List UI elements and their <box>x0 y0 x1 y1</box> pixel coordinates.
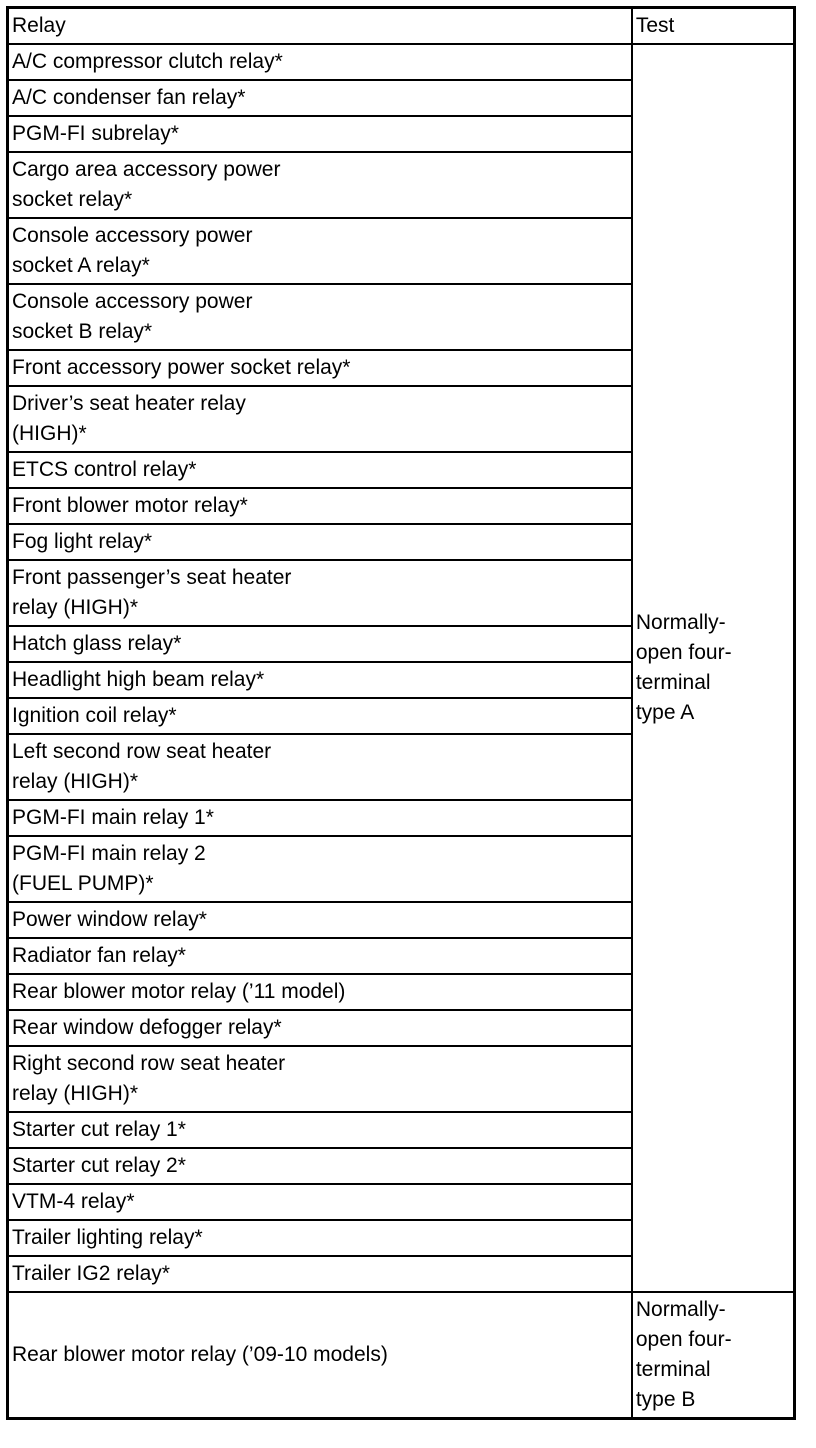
relay-cell: ETCS control relay* <box>8 452 632 488</box>
relay-cell: Fog light relay* <box>8 524 632 560</box>
relay-cell: A/C condenser fan relay* <box>8 80 632 116</box>
relay-cell: Radiator fan relay* <box>8 938 632 974</box>
relay-cell: Front blower motor relay* <box>8 488 632 524</box>
test-column-header: Test <box>632 8 795 45</box>
test-cell-type-a: Normally- open four- terminal type A <box>632 44 795 1292</box>
relay-cell: Front passenger’s seat heater relay (HIGH)* <box>8 560 632 626</box>
relay-cell: Starter cut relay 1* <box>8 1112 632 1148</box>
relay-cell: VTM-4 relay* <box>8 1184 632 1220</box>
relay-cell: Console accessory power socket B relay* <box>8 284 632 350</box>
relay-cell: Rear blower motor relay (’11 model) <box>8 974 632 1010</box>
relay-cell: PGM-FI main relay 2 (FUEL PUMP)* <box>8 836 632 902</box>
relay-cell: PGM-FI main relay 1* <box>8 800 632 836</box>
relay-cell: Starter cut relay 2* <box>8 1148 632 1184</box>
relay-cell: PGM-FI subrelay* <box>8 116 632 152</box>
table-row <box>8 44 795 80</box>
relay-cell: Front accessory power socket relay* <box>8 350 632 386</box>
relay-cell: Rear window defogger relay* <box>8 1010 632 1046</box>
relay-cell: Left second row seat heater relay (HIGH)* <box>8 734 632 800</box>
relay-cell: Power window relay* <box>8 902 632 938</box>
relay-cell: Rear blower motor relay (’09-10 models) <box>8 1292 632 1419</box>
test-cell-type-b: Normally- open four- terminal type B <box>632 1292 795 1419</box>
relay-cell: Ignition coil relay* <box>8 698 632 734</box>
relay-column-header: Relay <box>8 8 632 45</box>
relay-cell: Trailer IG2 relay* <box>8 1256 632 1292</box>
relay-cell: Driver’s seat heater relay (HIGH)* <box>8 386 632 452</box>
relay-test-table <box>6 6 796 1420</box>
relay-cell: Hatch glass relay* <box>8 626 632 662</box>
relay-cell: Console accessory power socket A relay* <box>8 218 632 284</box>
relay-cell: Trailer lighting relay* <box>8 1220 632 1256</box>
relay-cell: A/C compressor clutch relay* <box>8 44 632 80</box>
relay-cell: Cargo area accessory power socket relay* <box>8 152 632 218</box>
table-header-row <box>8 8 795 45</box>
relay-cell: Right second row seat heater relay (HIGH)* <box>8 1046 632 1112</box>
table-row <box>8 1292 795 1419</box>
relay-cell: Headlight high beam relay* <box>8 662 632 698</box>
